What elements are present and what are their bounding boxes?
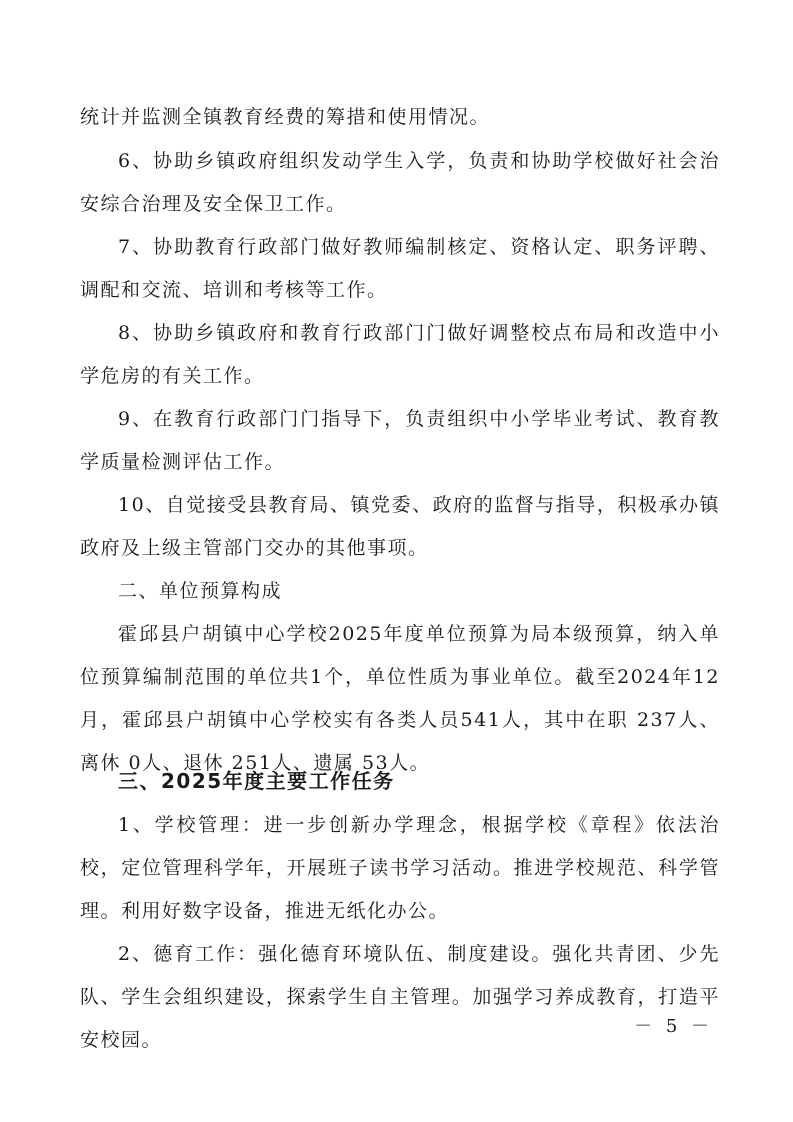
subheading-budget-composition: 二、单位预算构成 <box>118 580 283 602</box>
paragraph-item-10: 10、自觉接受县教育局、镇党委、政府的监督与指导，积极承办镇政府及上级主管部门交办的其他事项。 <box>80 494 720 559</box>
section-heading-main-tasks: 三、2025年度主要工作任务 <box>118 769 395 793</box>
paragraph-item-6: 6、协助乡镇政府组织发动学生入学，负责和协助学校做好社会治安综合治理及安全保卫工作。 <box>80 150 720 215</box>
page-number: － 5 － <box>634 1016 713 1037</box>
paragraph-budget-composition: 霍邱县户胡镇中心学校2025年度单位预算为局本级预算，纳入单位预算编制范围的单位共1个，单位性质为事业单位。截至2024年12月，霍邱县户胡镇中心学校实有各类人员541人，其中在职 237人、离休 0人、退休 251人、遗属 53人。 <box>80 623 720 774</box>
paragraph-funding: 统计并监测全镇教育经费的筹措和使用情况。 <box>80 106 491 128</box>
paragraph-task-2: 2、德育工作：强化德育环境队伍、制度建设。强化共青团、少先队、学生会组织建设，探索学生自主管理。加强学习养成教育，打造平安校园。 <box>80 943 720 1051</box>
paragraph-item-8: 8、协助乡镇政府和教育行政部门门做好调整校点布局和改造中小学危房的有关工作。 <box>80 322 720 387</box>
paragraph-item-9: 9、在教育行政部门门指导下，负责组织中小学毕业考试、教育教学质量检测评估工作。 <box>80 408 720 473</box>
paragraph-task-1: 1、学校管理：进一步创新办学理念，根据学校《章程》依法治校，定位管理科学年，开展班子读书学习活动。推进学校规范、科学管理。利用好数字设备，推进无纸化办公。 <box>80 814 720 922</box>
paragraph-item-7: 7、协助教育行政部门做好教师编制核定、资格认定、职务评聘、调配和交流、培训和考核等工作。 <box>80 236 720 301</box>
